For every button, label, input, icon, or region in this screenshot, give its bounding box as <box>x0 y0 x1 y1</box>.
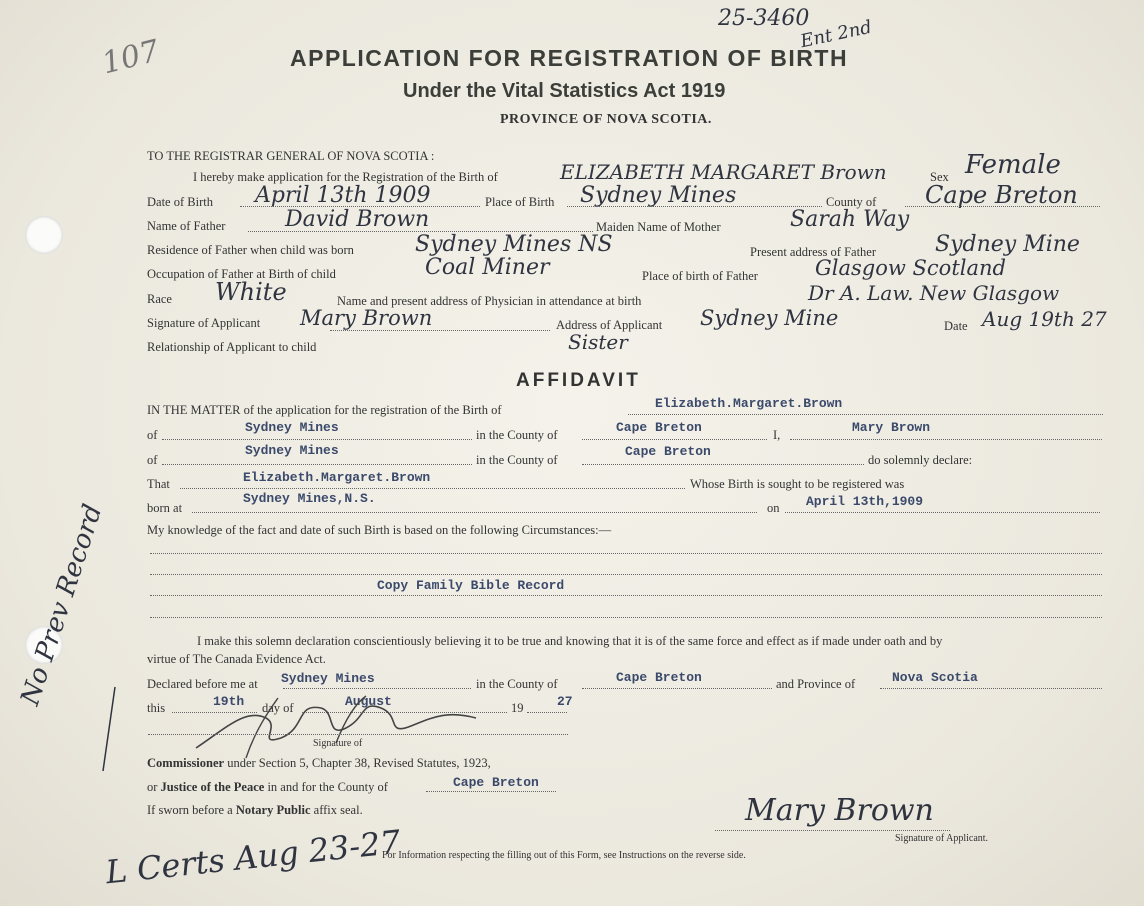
residence-value: Sydney Mines NS <box>415 232 613 257</box>
of-label-2: of <box>147 453 158 467</box>
signature-label: Signature of Applicant <box>147 316 261 330</box>
sex-label: Sex <box>930 170 949 184</box>
i-label: I, <box>773 428 781 442</box>
in-county-label-2: in the County of <box>476 453 558 467</box>
county-value-3: Cape Breton <box>616 670 702 685</box>
matter-label: IN THE MATTER of the application for the registration of the Birth of <box>147 403 502 417</box>
sworn-text: If sworn before a <box>147 803 233 817</box>
child-name-value: ELIZABETH MARGARET Brown <box>560 160 887 184</box>
that-label: That <box>147 477 170 491</box>
declaration-text-2: virtue of The Canada Evidence Act. <box>147 652 326 666</box>
date-value: Aug 19th 27 <box>982 307 1107 331</box>
declarant-name: Mary Brown <box>852 420 931 435</box>
knowledge-label: My knowledge of the fact and date of such Birth is based on the following Circumstances:— <box>147 523 612 537</box>
maiden-label: Maiden Name of Mother <box>596 220 721 234</box>
province-heading: PROVINCE OF NOVA SCOTIA. <box>500 112 712 127</box>
father-pob-value: Glasgow Scotland <box>815 256 1006 280</box>
applicant-address-label: Address of Applicant <box>556 318 663 332</box>
declare-label: do solemnly declare: <box>868 453 973 467</box>
dob-label: Date of Birth <box>147 195 213 209</box>
commissioner-bold: Commissioner <box>147 756 225 770</box>
relationship-label: Relationship of Applicant to child <box>147 340 317 354</box>
on-label: on <box>767 501 780 515</box>
footer-instructions: For Information respecting the filling out of this Form, see Instructions on the reverse side. <box>382 850 746 861</box>
month-value: August <box>345 694 392 709</box>
county-value: Cape Breton <box>925 181 1078 209</box>
province-label: and Province of <box>776 677 856 691</box>
matter-value: Elizabeth.Margaret.Brown <box>655 396 843 411</box>
county-label: County of <box>826 195 877 209</box>
bottom-certs-note: L Certs Aug 23-27 <box>103 822 403 892</box>
race-value: White <box>215 278 287 306</box>
occupation-value: Coal Miner <box>425 255 550 280</box>
present-address-value: Sydney Mine <box>935 232 1080 257</box>
left-pencil-number: 107 <box>98 33 163 82</box>
relationship-value: Sister <box>568 330 628 354</box>
notary-line <box>147 803 363 818</box>
born-at-value: Sydney Mines,N.S. <box>243 491 376 506</box>
sex-value: Female <box>965 150 1061 180</box>
occupation-label: Occupation of Father at Birth of child <box>147 267 336 281</box>
that-value: Elizabeth.Margaret.Brown <box>243 470 431 485</box>
justice-text: in and for the County of <box>267 780 388 794</box>
on-value: April 13th,1909 <box>806 494 924 509</box>
maiden-value: Sarah Way <box>790 207 910 232</box>
born-at-label: born at <box>147 501 183 515</box>
physician-value: Dr A. Law. New Glasgow <box>808 281 1060 305</box>
applicant-address-value: Sydney Mine <box>700 306 839 330</box>
commissioner-text: under Section 5, Chapter 38, Revised Statutes, 1923, <box>227 756 491 770</box>
justice-line <box>147 780 388 795</box>
present-address-label: Present address of Father <box>750 245 877 259</box>
justice-county-value: Cape Breton <box>453 775 539 790</box>
form-title: APPLICATION FOR REGISTRATION OF BIRTH <box>290 45 849 71</box>
declared-place: Sydney Mines <box>281 671 375 686</box>
margin-stroke <box>95 685 125 775</box>
punch-hole-top <box>25 216 63 254</box>
pob-value: Sydney Mines <box>580 183 737 208</box>
county-value-2: Cape Breton <box>625 444 711 459</box>
declared-label: Declared before me at <box>147 677 258 691</box>
left-margin-note: No Prev Record <box>15 500 109 710</box>
day-label: day of <box>262 701 294 715</box>
justice-bold: Justice of the Peace <box>160 780 265 794</box>
date-label: Date <box>944 319 968 333</box>
this-label: this <box>147 701 166 715</box>
applicant-signature: Mary Brown <box>745 793 934 828</box>
circumstance-value: Copy Family Bible Record <box>377 578 565 593</box>
year-label: 19 <box>511 701 524 715</box>
or-label: or <box>147 780 158 794</box>
intro-label: I hereby make application for the Registration of the Birth of <box>193 170 498 184</box>
dob-value: April 13th 1909 <box>255 183 431 208</box>
notary-text: affix seal. <box>313 803 363 817</box>
affidavit-heading: AFFIDAVIT <box>516 370 641 391</box>
commissioner-line <box>147 756 491 771</box>
top-entry-note: Ent 2nd <box>798 16 874 53</box>
county-value-1: Cape Breton <box>616 420 702 435</box>
race-label: Race <box>147 292 172 306</box>
year-value: 27 <box>557 694 573 709</box>
applicant-signature-label: Signature of Applicant. <box>895 833 989 844</box>
signature-of-label: Signature of <box>313 738 363 749</box>
in-county-label-3: in the County of <box>476 677 558 691</box>
in-county-label-1: in the County of <box>476 428 558 442</box>
whose-birth-label: Whose Birth is sought to be registered was <box>690 477 905 491</box>
signature-value: Mary Brown <box>300 306 433 330</box>
father-value: David Brown <box>285 207 430 232</box>
physician-label: Name and present address of Physician in attendance at birth <box>337 294 642 308</box>
top-file-number: 25-3460 <box>718 6 810 31</box>
of-value-2: Sydney Mines <box>245 443 339 458</box>
father-pob-label: Place of birth of Father <box>642 269 758 283</box>
province-value: Nova Scotia <box>892 670 978 685</box>
of-value-1: Sydney Mines <box>245 420 339 435</box>
father-label: Name of Father <box>147 219 226 233</box>
notary-bold: Notary Public <box>235 803 311 817</box>
pob-label: Place of Birth <box>485 195 555 209</box>
form-subtitle: Under the Vital Statistics Act 1919 <box>403 80 726 102</box>
addressee: TO THE REGISTRAR GENERAL OF NOVA SCOTIA : <box>147 149 435 163</box>
declaration-text: I make this solemn declaration conscientiously believing it to be true and knowing that it is of the same force and effect as if made under oath and by <box>197 634 943 648</box>
of-label-1: of <box>147 428 158 442</box>
day-value: 19th <box>213 694 245 709</box>
residence-label: Residence of Father when child was born <box>147 243 354 257</box>
